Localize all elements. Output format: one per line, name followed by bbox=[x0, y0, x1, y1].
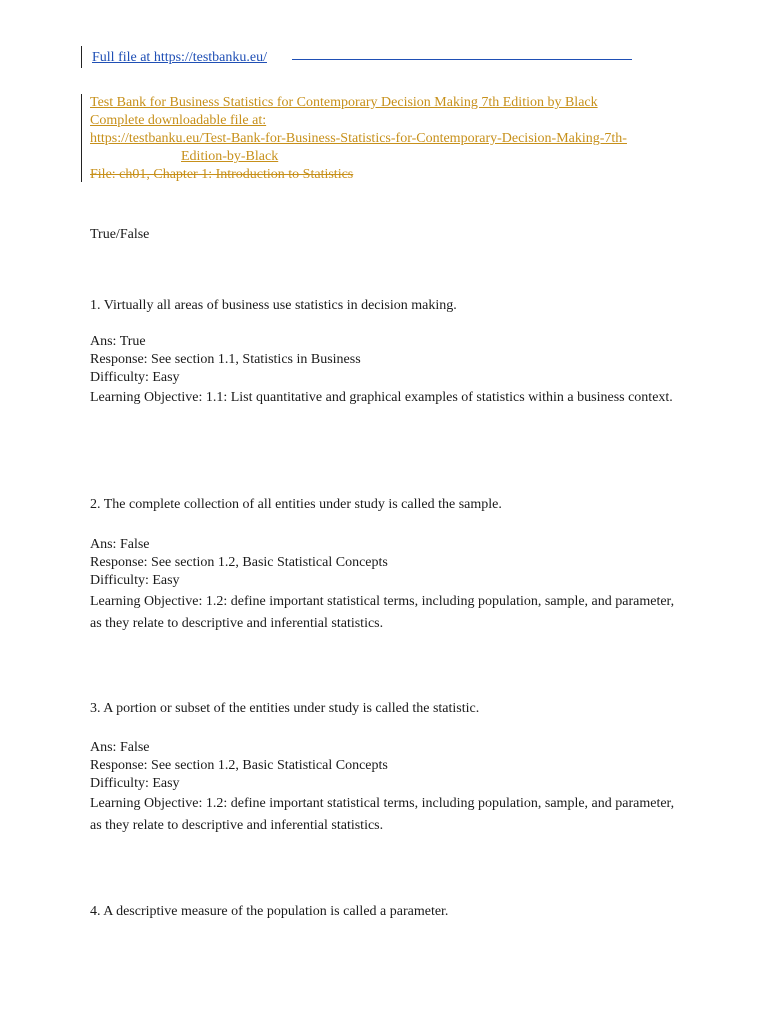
answer-text: Ans: True bbox=[90, 334, 146, 349]
difficulty-text: Difficulty: Easy bbox=[90, 776, 180, 791]
answer-text: Ans: False bbox=[90, 537, 150, 552]
download-url-line1[interactable]: https://testbanku.eu/Test-Bank-for-Business-Statistics-for-Contemporary-Decision-Making-7th- bbox=[90, 131, 627, 146]
response-text: Response: See section 1.2, Basic Statistical Concepts bbox=[90, 555, 388, 570]
file-line: File: ch01, Chapter 1: Introduction to Statistics bbox=[90, 167, 354, 182]
title-link[interactable]: Test Bank for Business Statistics for Contemporary Decision Making 7th Edition by Black bbox=[90, 95, 598, 110]
response-text: Response: See section 1.2, Basic Statistical Concepts bbox=[90, 758, 388, 773]
section-title: True/False bbox=[90, 227, 150, 242]
difficulty-text: Difficulty: Easy bbox=[90, 370, 180, 385]
answer-text: Ans: False bbox=[90, 740, 150, 755]
full-file-link-line bbox=[92, 50, 267, 66]
question-text: 4. A descriptive measure of the population is called a parameter. bbox=[90, 904, 449, 919]
full-file-rule bbox=[292, 59, 632, 60]
change-bar-top bbox=[81, 46, 82, 68]
download-url-line2[interactable]: Edition-by-Black bbox=[181, 149, 279, 164]
question-text: 2. The complete collection of all entities under study is called the sample. bbox=[90, 497, 502, 512]
response-text: Response: See section 1.1, Statistics in Business bbox=[90, 352, 361, 367]
download-label[interactable]: Complete downloadable file at: bbox=[90, 113, 267, 128]
learning-objective: Learning Objective: 1.1: List quantitative and graphical examples of statistics within a business context. bbox=[90, 390, 673, 405]
learning-objective: Learning Objective: 1.2: define important statistical terms, including population, sample, and parameter, as they relate to descriptive and inferential statistics. bbox=[90, 796, 675, 833]
question-text: 3. A portion or subset of the entities under study is called the statistic. bbox=[90, 701, 480, 716]
full-file-link[interactable]: Full file at https://testbanku.eu/ bbox=[92, 50, 267, 65]
question-text: 1. Virtually all areas of business use statistics in decision making. bbox=[90, 298, 457, 313]
change-bar-header bbox=[81, 94, 82, 182]
learning-objective: Learning Objective: 1.2: define important statistical terms, including population, sample, and parameter, as they relate to descriptive and inferential statistics. bbox=[90, 594, 675, 631]
difficulty-text: Difficulty: Easy bbox=[90, 573, 180, 588]
